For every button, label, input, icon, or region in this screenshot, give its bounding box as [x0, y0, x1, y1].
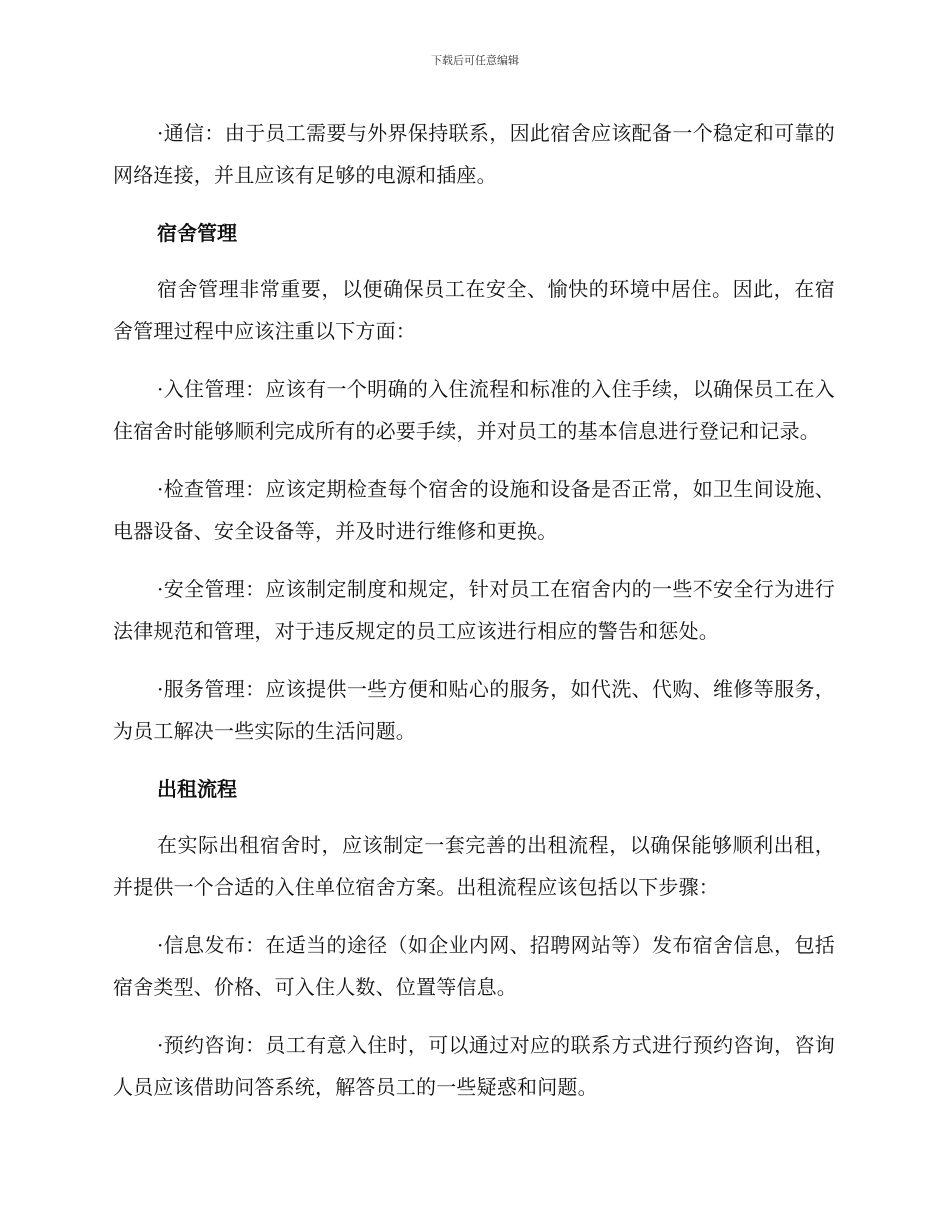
section-heading-rental-process: 出租流程: [157, 777, 237, 801]
document-body: [113, 112, 835, 1124]
paragraph-rental-intro: 在实际出租宿舍时，应该制定一套完善的出租流程，以确保能够顺利出租，并提供一个合适的入住单位宿舍方案。出租流程应该包括以下步骤：: [113, 833, 835, 899]
paragraph-service-management: ·服务管理：应该提供一些方便和贴心的服务，如代洗、代购、维修等服务，为员工解决一些实际的生活问题。: [113, 677, 835, 743]
paragraph-checkin-management: ·入住管理：应该有一个明确的入住流程和标准的入住手续，以确保员工在入住宿舍时能够顺利完成所有的必要手续，并对员工的基本信息进行登记和记录。: [113, 377, 835, 443]
paragraph-appointment-consultation: ·预约咨询：员工有意入住时，可以通过对应的联系方式进行预约咨询，咨询人员应该借助问答系统，解答员工的一些疑惑和问题。: [113, 1033, 835, 1099]
paragraph-communication: ·通信：由于员工需要与外界保持联系，因此宿舍应该配备一个稳定和可靠的网络连接，并且应该有足够的电源和插座。: [113, 121, 835, 187]
paragraph-inspection-management: ·检查管理：应该定期检查每个宿舍的设施和设备是否正常，如卫生间设施、电器设备、安全设备等，并及时进行维修和更换。: [113, 477, 835, 543]
section-heading-dormitory-management: 宿舍管理: [157, 221, 237, 245]
paragraph-safety-management: ·安全管理：应该制定制度和规定，针对员工在宿舍内的一些不安全行为进行法律规范和管理，对于违反规定的员工应该进行相应的警告和惩处。: [113, 577, 835, 643]
paragraph-info-release: ·信息发布：在适当的途径（如企业内网、招聘网站等）发布宿舍信息，包括宿舍类型、价格、可入住人数、位置等信息。: [113, 933, 835, 999]
paragraph-management-intro: 宿舍管理非常重要，以便确保员工在安全、愉快的环境中居住。因此，在宿舍管理过程中应该注重以下方面：: [113, 277, 835, 343]
page-header: 下载后可任意编辑: [431, 54, 519, 67]
